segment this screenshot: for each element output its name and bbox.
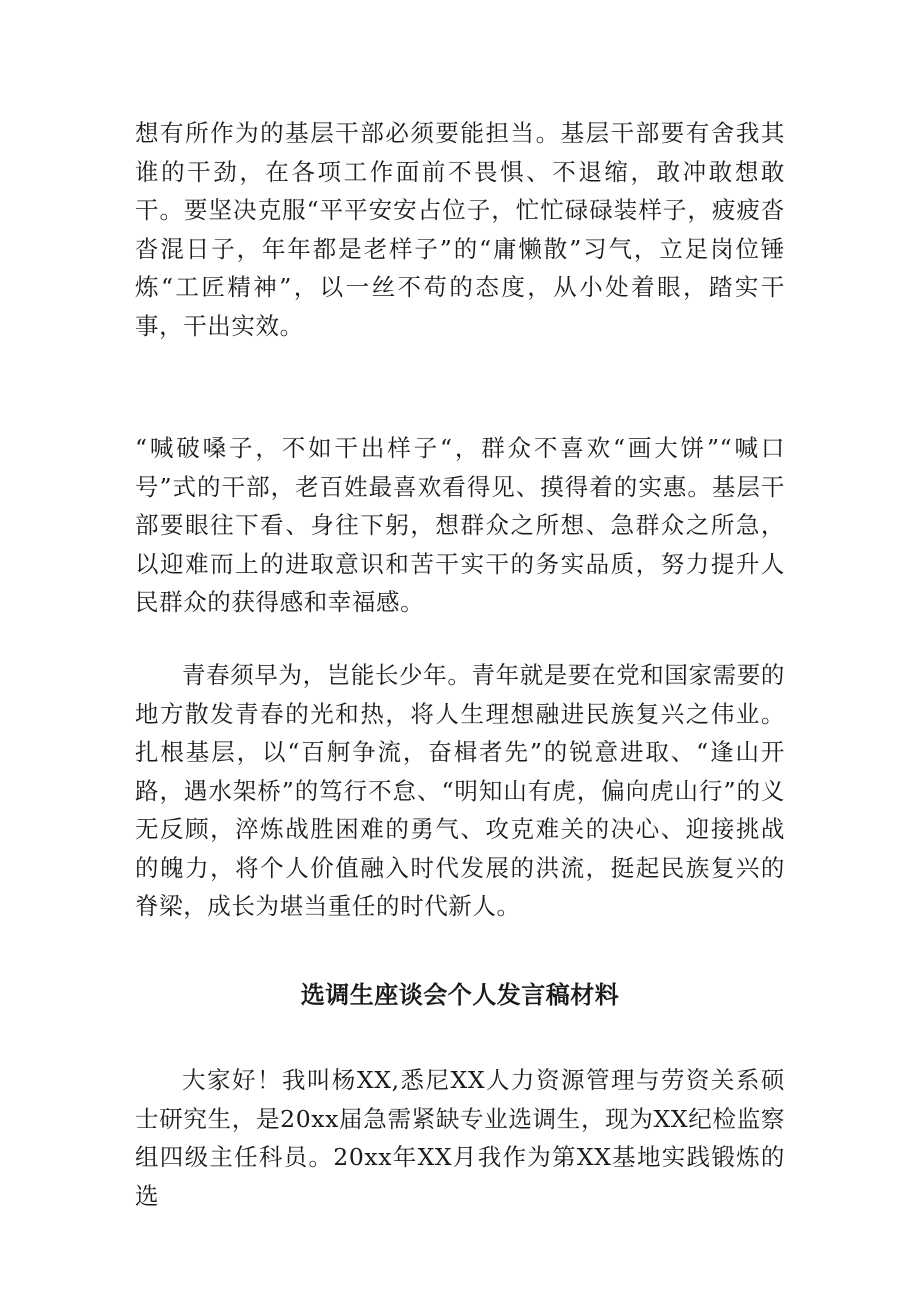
paragraph-2: “喊破嗓子，不如干出样子“，群众不喜欢“画大饼”“喊口号”式的干部，老百姓最喜欢看得见、摸得着的实惠。基层干部要眼往下看、身往下躬，想群众之所想、急群众之所急，以迎难而上的进取意识和苦干实干的务实品质，努力提升人民群众的获得感和幸福感。 bbox=[135, 434, 785, 616]
paragraph-3: 青春须早为，岂能长少年。青年就是要在党和国家需要的地方散发青春的光和热，将人生理想融进民族复兴之伟业。扎根基层，以“百舸争流，奋楫者先”的锐意进取、“逢山开路，遇水架桥”的笃行不怠、“明知山有虎，偏向虎山行”的义无反顾，淬炼战胜困难的勇气、攻克难关的决心、迎接挑战的魄力，将个人价值融入时代发展的洪流，挺起民族复兴的脊梁，成长为堪当重任的时代新人。 bbox=[135, 661, 785, 920]
paragraph-4: 大家好！我叫杨XX,悉尼XX人力资源管理与劳资关系硕士研究生，是20xx届急需紧缺专业选调生，现为XX纪检监察组四级主任科员。20xx年XX月我作为第XX基地实践锻炼的选 bbox=[135, 1066, 785, 1210]
paragraph-1: 想有所作为的基层干部必须要能担当。基层干部要有舍我其谁的干劲，在各项工作面前不畏惧、不退缩，敢冲敢想敢干。要坚决克服“平平安安占位子，忙忙碌碌装样子，疲疲沓沓混日子，年年都是老样子”的“庸懒散”习气，立足岗位锤炼“工匠精神”，以一丝不苟的态度，从小处着眼，踏实干事，干出实效。 bbox=[135, 119, 785, 340]
section-title: 选调生座谈会个人发言稿材料 bbox=[300, 981, 620, 1009]
